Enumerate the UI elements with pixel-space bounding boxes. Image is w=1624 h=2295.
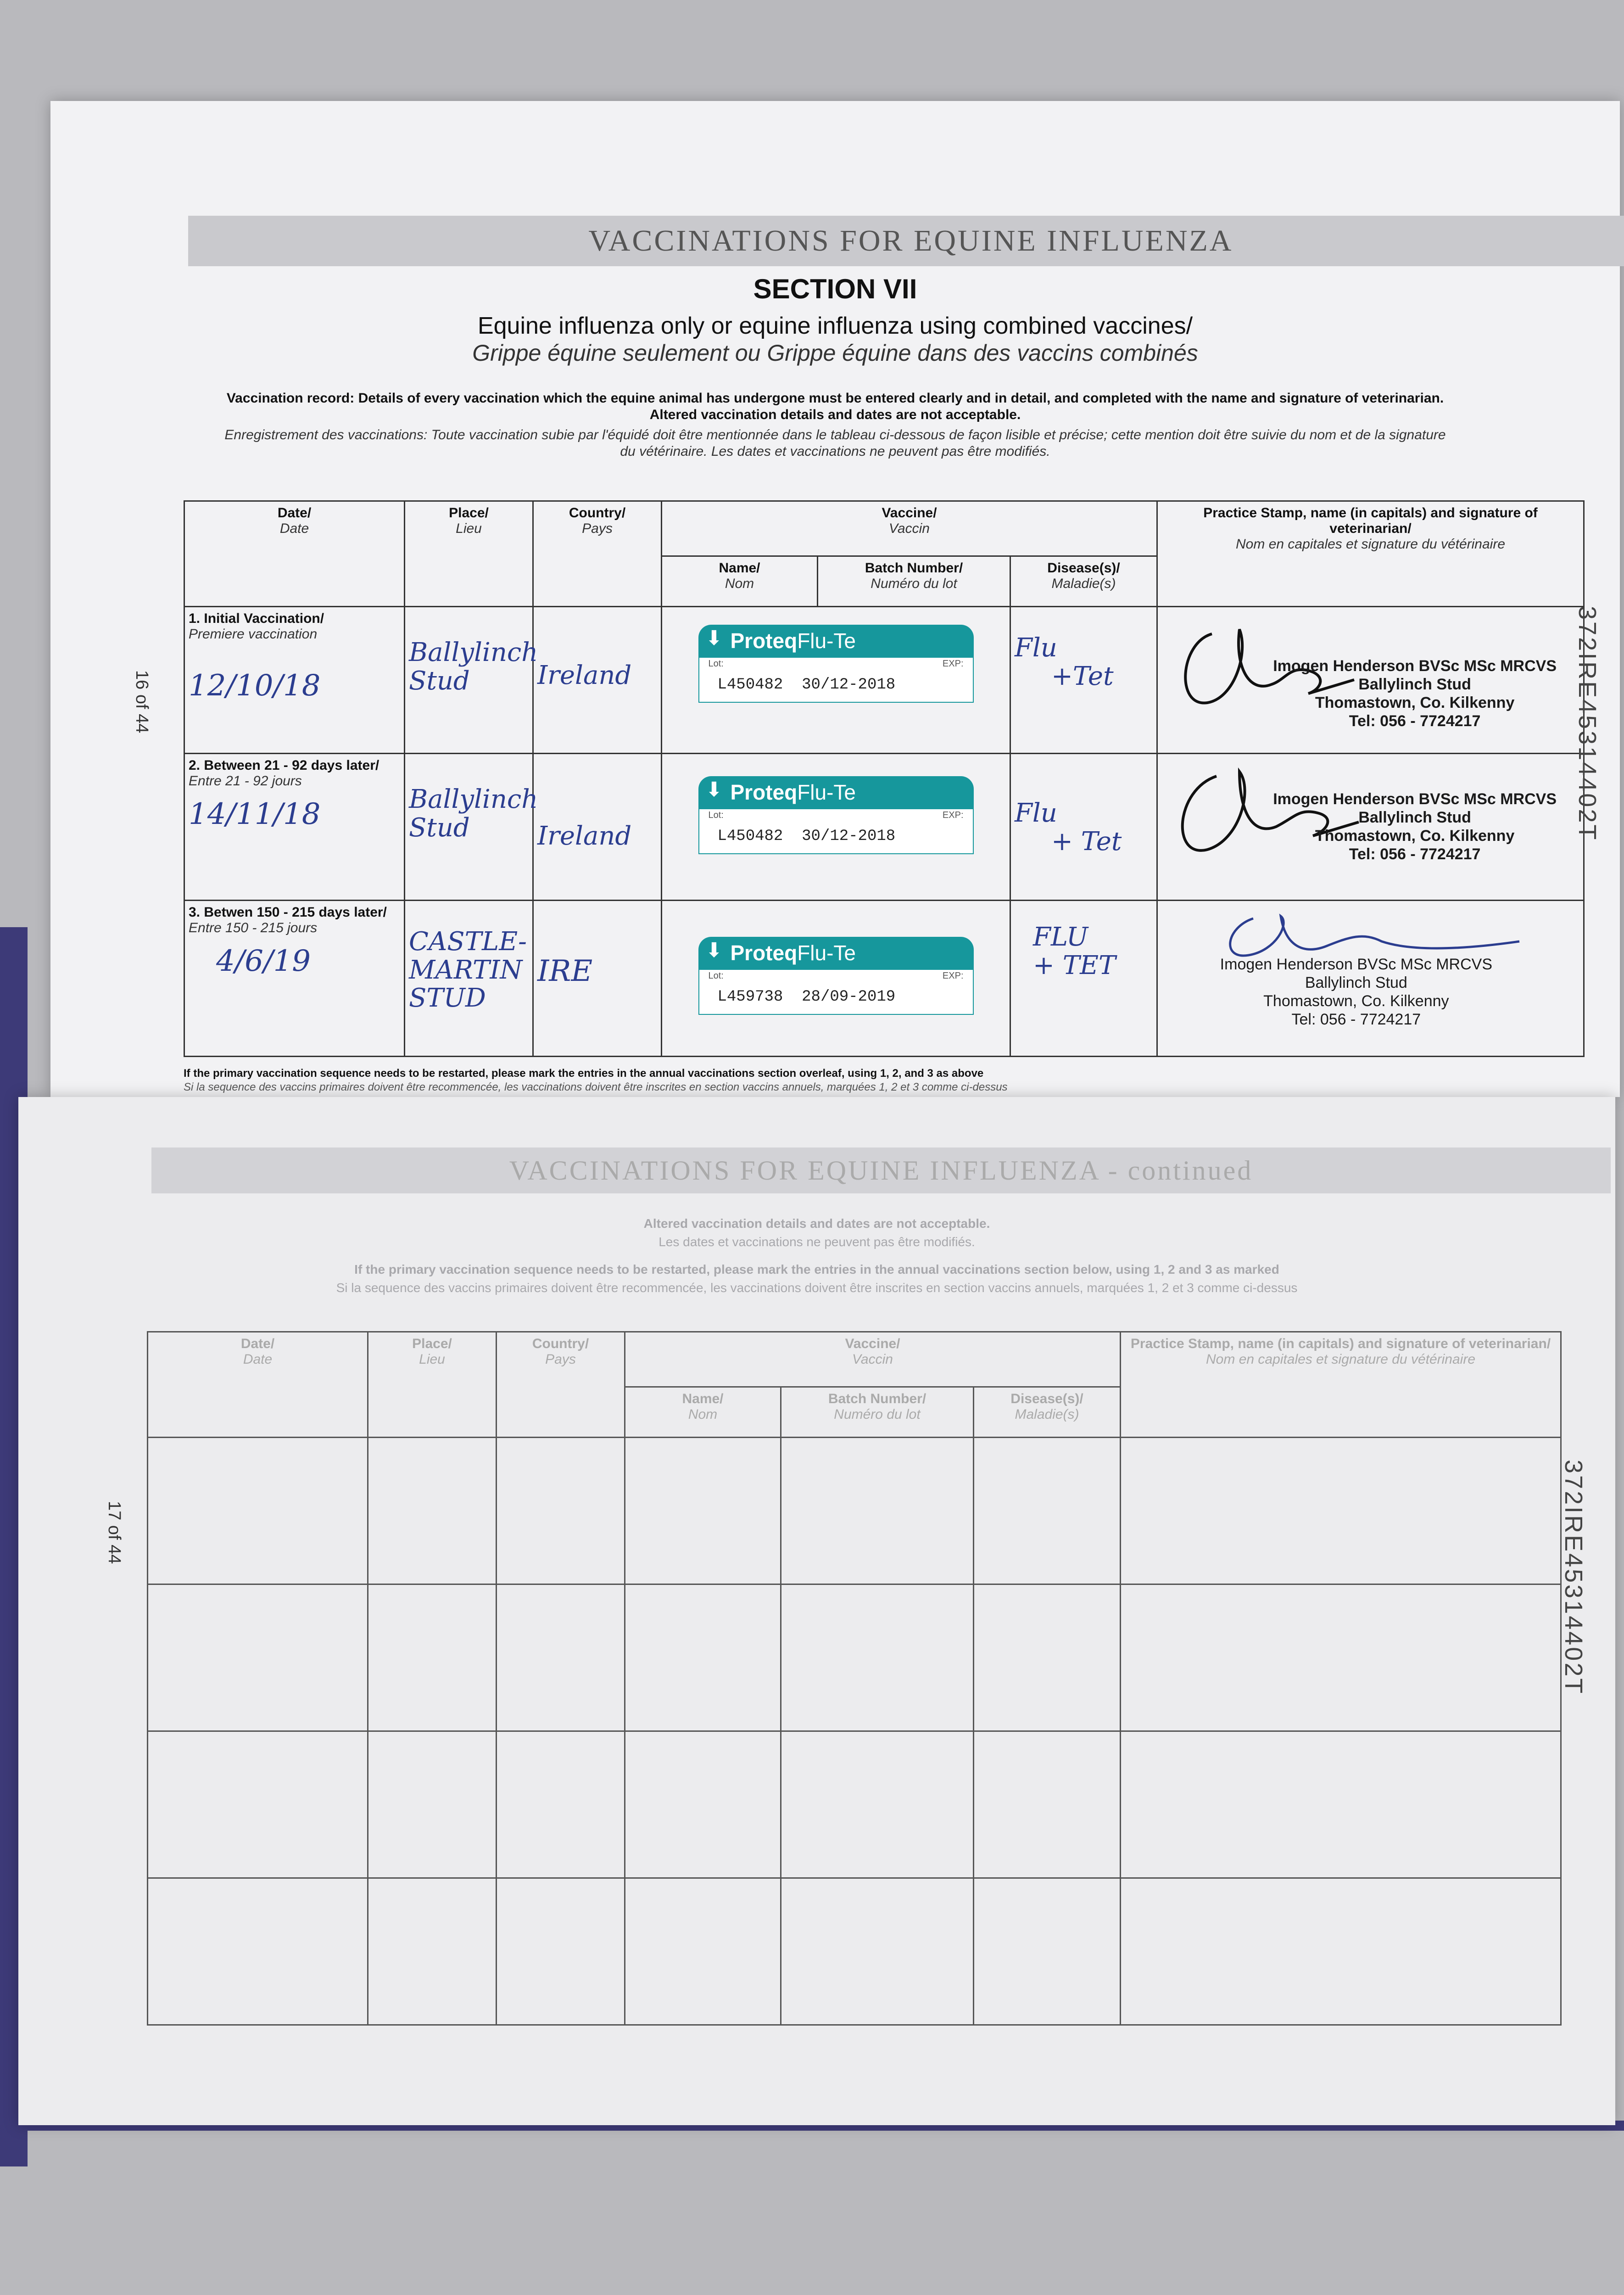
arrow-down-icon: ⬇ — [705, 939, 723, 962]
disease-cell — [1010, 754, 1157, 901]
row-label-english: 3. Betwen 150 - 215 days later/ — [189, 905, 387, 920]
faded-note-line3: If the primary vaccination sequence needs to be restarted, please mark the entries in the annual vaccinations section below, using 1, 2 and 3 as marked — [354, 1262, 1279, 1276]
batch-number: L459738 — [717, 988, 783, 1006]
header-date: Date/ Date — [148, 1332, 368, 1438]
header-country: Country/ Pays — [533, 501, 662, 607]
page-number: 16 of 44 — [132, 670, 151, 733]
disease-line1: Flu — [1015, 798, 1057, 828]
expiry-date: 30/12-2018 — [802, 828, 896, 845]
vaccine-sticker-body — [698, 808, 974, 854]
vaccine-label-cell — [662, 607, 1010, 754]
table-row — [184, 607, 1584, 754]
header-vaccine: Vaccine/ Vaccin — [625, 1332, 1121, 1387]
disease-line1: Flu — [1015, 633, 1057, 663]
empty-table-row — [148, 1878, 1561, 2025]
row-label-english: 1. Initial Vaccination/ — [189, 611, 324, 626]
header-date: Date/ Date — [184, 501, 405, 607]
header-practice-stamp: Practice Stamp, name (in capitals) and signature of veterinarian/ Nom en capitales et signature du vétérinaire — [1121, 1332, 1561, 1438]
stamp-address: Thomastown, Co. Kilkenny — [1263, 992, 1449, 1010]
vaccine-label-cell — [662, 754, 1010, 901]
instructions-english-line1: Vaccination record: Details of every vaccination which the equine animal has undergone must be entered clearly and in detail, and completed with the name and signature of veterinarian. — [226, 391, 1444, 406]
empty-table-row — [148, 1438, 1561, 1584]
header-vaccine: Vaccine/ Vaccin — [662, 501, 1157, 556]
faded-note-line1: Altered vaccination details and dates are not acceptable. — [643, 1216, 990, 1231]
header-country: Country/ Pays — [497, 1332, 625, 1438]
stamp-phone: Tel: 056 - 7724217 — [1349, 845, 1481, 863]
vaccine-sticker-body — [698, 969, 974, 1015]
country-cell — [533, 607, 662, 754]
country-value: Ireland — [537, 661, 632, 690]
faded-note-line2: Les dates et vaccinations ne peuvent pas être modifiés. — [659, 1235, 975, 1249]
disease-cell — [1010, 901, 1157, 1057]
vaccine-label-cell — [662, 901, 1010, 1057]
stamp-phone: Tel: 056 - 7724217 — [1349, 712, 1481, 730]
lot-label: Lot: — [708, 659, 724, 669]
header-place: Place/ Lieu — [368, 1332, 497, 1438]
arrow-down-icon: ⬇ — [705, 778, 723, 801]
section-number: SECTION VII — [753, 274, 917, 304]
stamp-text — [1220, 955, 1492, 1029]
subtitle-english: Equine influenza only or equine influenza using combined vaccines/ — [477, 313, 1193, 339]
vaccine-sticker-brand: ⬇ ProteqFlu-Te — [698, 937, 974, 969]
instructions-english — [50, 390, 1620, 423]
place-line1: CASTLE- — [409, 927, 527, 957]
passport-page-16 — [50, 101, 1620, 1097]
empty-table-row — [148, 1731, 1561, 1878]
arrow-down-icon: ⬇ — [705, 627, 723, 649]
place-cell — [405, 607, 538, 754]
passport-number-side: 372IRE45314402T — [1574, 606, 1601, 842]
expiry-date: 28/09-2019 — [802, 988, 896, 1006]
header-batch-number: Batch Number/ Numéro du lot — [818, 556, 1010, 607]
disease-line2: + TET — [1033, 950, 1116, 980]
exp-label: EXP: — [942, 971, 964, 981]
disease-line2: +Tet — [1051, 661, 1114, 691]
vaccine-sticker-brand: ⬇ ProteqFlu-Te — [698, 625, 974, 657]
batch-number: L450482 — [717, 828, 783, 845]
lot-label: Lot: — [708, 810, 724, 820]
vaccine-sticker-body — [698, 657, 974, 703]
country-value: IRE — [537, 954, 593, 988]
stamp-vet-name: Imogen Henderson BVSc MSc MRCVS — [1220, 956, 1493, 973]
disease-line2: + Tet — [1051, 826, 1122, 856]
empty-table-row — [148, 1584, 1561, 1731]
table-row — [184, 754, 1584, 901]
subtitle-french: Grippe équine seulement ou Grippe équine dans des vaccins combinés — [472, 340, 1198, 366]
row-label-french: Entre 21 - 92 jours — [189, 773, 302, 789]
header-batch-number: Batch Number/ Numéro du lot — [781, 1387, 974, 1438]
passport-number-side: 372IRE45314402T — [1560, 1460, 1587, 1696]
instructions-french — [50, 427, 1620, 460]
place-cell — [405, 901, 533, 1057]
row-date-cell — [184, 607, 405, 754]
row-label-french: Premiere vaccination — [189, 627, 318, 642]
stamp-practice: Ballylinch Stud — [1358, 809, 1471, 826]
passport-page-17 — [18, 1097, 1615, 2125]
expiry-date: 30/12-2018 — [802, 676, 896, 694]
header-vaccine-name: Name/ Nom — [625, 1387, 781, 1438]
instructions-french-line1: Enregistrement des vaccinations: Toute vaccination subie par l'équidé doit être mentionnée dans le tableau ci-dessous de façon lisible et précise; cette mention doit être suivie du nom et de la signature — [224, 427, 1446, 442]
header-place: Place/ Lieu — [405, 501, 533, 607]
stamp-phone: Tel: 056 - 7724217 — [1291, 1011, 1421, 1028]
disease-cell — [1010, 607, 1157, 754]
section-title-band: VACCINATIONS FOR EQUINE INFLUENZA - continued — [151, 1148, 1611, 1193]
vaccine-sticker — [698, 625, 974, 703]
stamp-text — [1273, 657, 1557, 730]
vaccine-sticker-brand: ⬇ ProteqFlu-Te — [698, 776, 974, 808]
row-date-cell — [184, 901, 405, 1057]
stamp-text — [1273, 790, 1557, 863]
batch-and-expiry — [718, 828, 896, 845]
row-date-cell — [184, 754, 405, 901]
vaccination-date: 12/10/18 — [189, 669, 321, 703]
instructions-english-line2: Altered vaccination details and dates are not acceptable. — [649, 407, 1021, 422]
stamp-address: Thomastown, Co. Kilkenny — [1315, 827, 1515, 845]
country-cell — [533, 754, 662, 901]
stamp-cell — [1157, 901, 1584, 1057]
country-cell — [533, 901, 662, 1057]
header-vaccine-name: Name/ Nom — [662, 556, 818, 607]
country-value: Ireland — [537, 821, 632, 851]
place-line2: MARTIN STUD — [409, 955, 523, 1013]
vaccination-date: 4/6/19 — [216, 944, 311, 978]
place-line1: Ballylinch — [409, 784, 538, 814]
batch-and-expiry — [718, 988, 896, 1006]
stamp-cell — [1157, 607, 1584, 754]
place-line2: Stud — [409, 666, 470, 696]
vaccination-table — [184, 500, 1585, 1057]
section-title-band: VACCINATIONS FOR EQUINE INFLUENZA — [188, 216, 1624, 266]
vaccine-sticker — [698, 937, 974, 1015]
row-label-french: Entre 150 - 215 jours — [189, 920, 318, 935]
header-diseases: Disease(s)/ Maladie(s) — [974, 1387, 1121, 1438]
header-diseases: Disease(s)/ Maladie(s) — [1010, 556, 1157, 607]
stamp-vet-name: Imogen Henderson BVSc MSc MRCVS — [1273, 657, 1557, 675]
disease-line1: FLU — [1033, 922, 1088, 952]
stamp-practice: Ballylinch Stud — [1305, 974, 1407, 991]
stamp-address: Thomastown, Co. Kilkenny — [1315, 694, 1515, 711]
table-row — [184, 901, 1584, 1057]
stamp-vet-name: Imogen Henderson BVSc MSc MRCVS — [1273, 790, 1557, 808]
footnote-french: Si la sequence des vaccins primaires doivent être recommencée, les vaccinations doivent être inscrites en section vaccins annuels, marquées 1, 2 et 3 comme ci-dessus — [184, 1081, 1008, 1093]
row-label-english: 2. Between 21 - 92 days later/ — [189, 758, 379, 773]
stamp-practice: Ballylinch Stud — [1358, 676, 1471, 693]
place-cell — [405, 754, 538, 901]
exp-label: EXP: — [942, 659, 964, 669]
vaccine-sticker — [698, 776, 974, 854]
place-line2: Stud — [409, 812, 470, 843]
stamp-cell — [1157, 754, 1584, 901]
exp-label: EXP: — [942, 810, 964, 820]
batch-number: L450482 — [717, 676, 783, 694]
page-number: 17 of 44 — [105, 1501, 124, 1564]
footnote-english: If the primary vaccination sequence needs to be restarted, please mark the entries in the annual vaccinations section overleaf, using 1, 2, and 3 as above — [184, 1067, 984, 1080]
place-line1: Ballylinch — [409, 638, 538, 667]
instructions-french-line2: du vétérinaire. Les dates et vaccinations ne peuvent pas être modifiés. — [620, 444, 1050, 459]
batch-and-expiry — [718, 676, 896, 694]
header-practice-stamp: Practice Stamp, name (in capitals) and signature of veterinarian/ Nom en capitales et signature du vétérinaire — [1157, 501, 1584, 607]
vaccination-date: 14/11/18 — [189, 797, 321, 831]
lot-label: Lot: — [708, 971, 724, 981]
faded-note-line4: Si la sequence des vaccins primaires doivent être recommencée, les vaccinations doivent être inscrites en section vaccins annuels, marquées 1, 2 et 3 comme ci-dessus — [336, 1281, 1298, 1295]
vaccination-table-continued — [147, 1331, 1562, 2026]
